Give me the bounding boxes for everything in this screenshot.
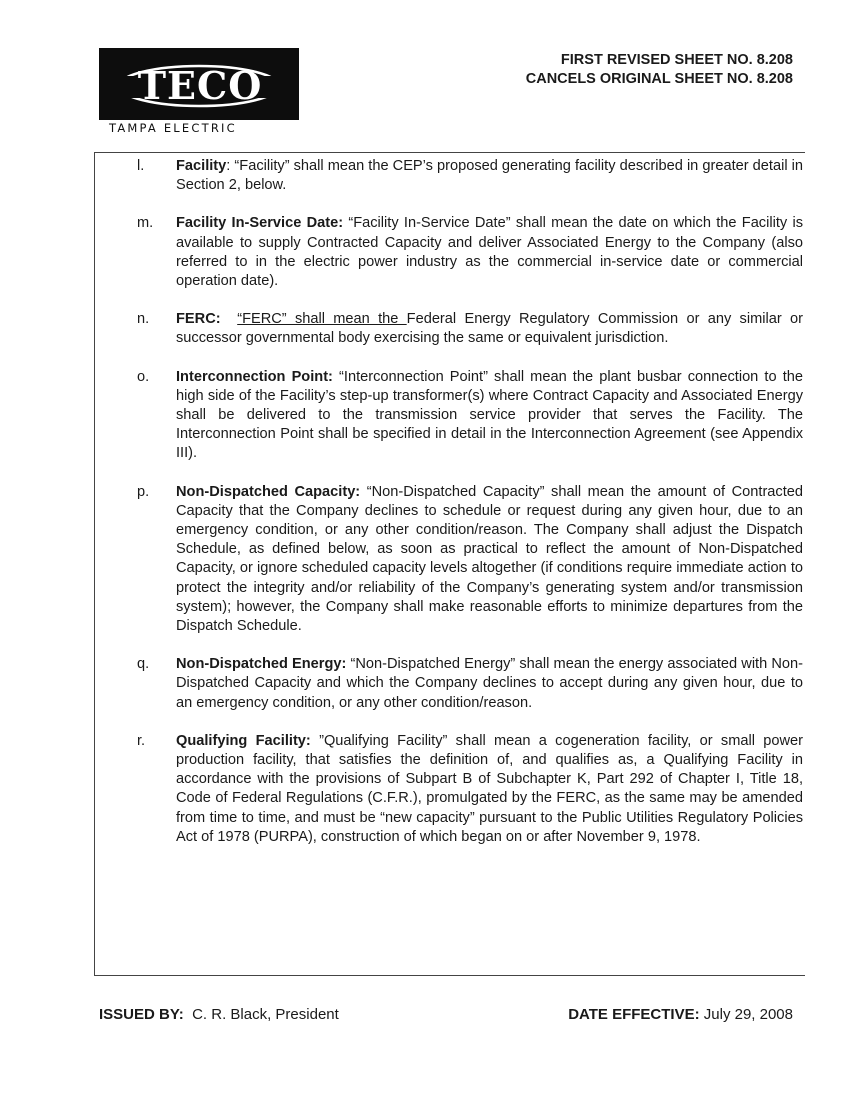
definition-text: “Facility” shall mean the CEP’s proposed generating facility described in greater detail in Section 2, below. (176, 158, 803, 194)
date-effective (568, 1006, 793, 1023)
definition-term: FERC: (176, 311, 221, 328)
issued-by-label: ISSUED BY: (99, 1006, 184, 1023)
definition-term: Non-Dispatched Energy: (176, 656, 347, 673)
definition-facility (137, 157, 803, 195)
definition-term: Qualifying Facility: (176, 732, 311, 749)
definition-letter: m. (137, 215, 154, 232)
definition-text: “Interconnection Point” shall mean the plant busbar connection to the high side of the Facility’s step-up transformer(s) where Contract Capacity and Associated Energy shall be delivered to the transmission service provider that serves the Facility. The Interconnection Point shall be specified in detail in the Interconnection Agreement (see Appendix III). (176, 368, 803, 462)
definitions-list (137, 157, 803, 866)
teco-logo (99, 48, 299, 120)
issued-by-value: C. R. Black, President (192, 1006, 339, 1023)
issued-by (99, 1006, 339, 1023)
definition-text: Federal Energy Regulatory Commission or any similar or successor governmental body exercising the same or equivalent jurisdiction. (176, 311, 803, 347)
date-effective-value: July 29, 2008 (703, 1006, 793, 1023)
definition-term: Interconnection Point: (176, 368, 333, 385)
definition-text: ”Qualifying Facility” shall mean a cogeneration facility, or small power production facility, that satisfies the definition of, and qualifies as, a Qualifying Facility in accordance with the provisions of Subpart B of Subchapter K, Part 292 of Chapter I, Title 18, Code of Federal Regulations (C.F.R.), promulgated by the FERC, as the same may be amended from time to time, and must be “new capacity” pursuant to the Public Utilities Regulatory Policies Act of 1978 (PURPA), construction of which began on or after November 9, 1978. (176, 732, 803, 845)
content-box (94, 152, 805, 976)
definition-qualifying-facility (137, 732, 803, 847)
definition-separator: : (226, 158, 231, 174)
definition-facility-in-service-date (137, 214, 803, 291)
sheet-number: FIRST REVISED SHEET NO. 8.208 (560, 52, 793, 68)
sheet-cancels: CANCELS ORIGINAL SHEET NO. 8.208 (525, 71, 793, 87)
definition-letter: n. (137, 311, 150, 328)
logo-wordmark: TECO (137, 63, 263, 108)
definition-underlined-text: “FERC” shall mean the (237, 311, 407, 328)
definition-non-dispatched-capacity (137, 483, 803, 637)
definition-term: Facility In-Service Date: (176, 215, 344, 232)
definition-letter: l. (137, 158, 145, 174)
date-effective-label: DATE EFFECTIVE: (568, 1006, 700, 1023)
definition-letter: p. (137, 483, 150, 500)
sheet-header (526, 51, 793, 89)
definition-interconnection-point (137, 368, 803, 464)
definition-letter: o. (137, 368, 150, 385)
definition-text: “Facility In-Service Date” shall mean the date on which the Facility is available to supply Contracted Capacity and deliver Associated Energy to the Company (also referred to in the electric power industry as the commercial in-service date or commercial operation date). (176, 215, 803, 290)
definition-term: Non-Dispatched Capacity: (176, 483, 361, 500)
definition-ferc (137, 310, 803, 348)
definition-text: “Non-Dispatched Capacity” shall mean the amount of Contracted Capacity that the Company declines to schedule or request during any given hour, due to an emergency condition, or any other condition/reason. The Company shall adjust the Dispatch Schedule, as defined below, as soon as practical to reflect the amount of Non-Dispatched Capacity, or ignore scheduled capacity levels altogether (if conditions require immediate action to protect the integrity and/or reliability of the Company’s generating system and/or transmission system); however, the Company shall make reasonable efforts to minimize departures from the Dispatch Schedule. (176, 483, 804, 635)
definition-letter: q. (137, 656, 150, 673)
definition-non-dispatched-energy (137, 655, 803, 713)
definition-text: “Non-Dispatched Energy” shall mean the energy associated with Non-Dispatched Capacity and which the Company declines to accept during any given hour, due to an emergency condition, or any other condition/reason. (176, 656, 803, 711)
logo-tagline: TAMPA ELECTRIC (109, 121, 237, 135)
definition-letter: r. (137, 732, 146, 749)
definition-term: Facility (176, 158, 227, 174)
